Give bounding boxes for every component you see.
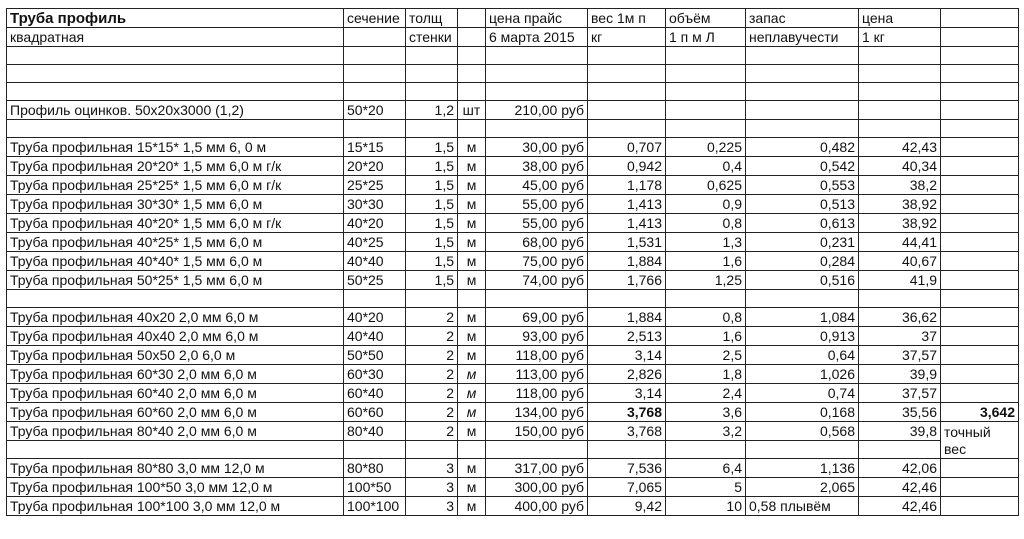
cell-name: Труба профильная 50*25* 1,5 мм 6,0 м: [7, 271, 344, 290]
cell-name: Труба профильная 20*20* 1,5 мм 6,0 м г/к: [7, 157, 344, 176]
cell-section: 40*20: [344, 308, 406, 327]
cell-buoyancy: 0,168: [746, 403, 859, 422]
cell-extra: [941, 346, 1019, 365]
cell-buoyancy: 0,553: [746, 176, 859, 195]
cell-extra: [941, 459, 1019, 478]
cell-price-per-kg: 38,92: [859, 214, 941, 233]
table-row: [7, 157, 1019, 176]
empty-cell: [406, 83, 458, 101]
cell-price-per-kg: 39,8: [859, 422, 941, 441]
header-cell-price-per-kg: цена: [859, 9, 941, 28]
cell-section: 30*30: [344, 195, 406, 214]
cell-buoyancy: 0,513: [746, 195, 859, 214]
cell-unit: м: [458, 271, 486, 290]
cell-unit: м: [458, 308, 486, 327]
cell-extra: [941, 252, 1019, 271]
cell-weight: 1,884: [588, 252, 666, 271]
empty-cell: [486, 83, 588, 101]
cell-extra: [941, 195, 1019, 214]
cell-buoyancy: [746, 101, 859, 120]
cell-volume: 0,8: [666, 308, 746, 327]
table-row: [7, 459, 1019, 478]
empty-cell: [941, 290, 1019, 308]
cell-price-per-kg: 40,34: [859, 157, 941, 176]
cell-weight: 0,707: [588, 138, 666, 157]
cell-price: 38,00 руб: [486, 157, 588, 176]
cell-name: Труба профильная 25*25* 1,5 мм 6,0 м г/к: [7, 176, 344, 195]
empty-cell: [458, 83, 486, 101]
cell-section: 100*50: [344, 478, 406, 497]
empty-cell: [859, 120, 941, 138]
cell-section: 20*20: [344, 157, 406, 176]
cell-weight: 7,065: [588, 478, 666, 497]
header-cell-volume: объём: [666, 9, 746, 28]
empty-cell: [344, 83, 406, 101]
cell-thickness: 1,5: [406, 271, 458, 290]
table-row: [7, 365, 1019, 384]
cell-buoyancy: 0,482: [746, 138, 859, 157]
cell-unit: м: [458, 214, 486, 233]
empty-cell: [666, 441, 746, 459]
cell-price: 118,00 руб: [486, 384, 588, 403]
cell-unit: м: [458, 459, 486, 478]
cell-name: Труба профильная 30*30* 1,5 мм 6,0 м: [7, 195, 344, 214]
cell-price-per-kg: 39,9: [859, 365, 941, 384]
cell-name: Труба профильная 50х50 2,0 6,0 м: [7, 346, 344, 365]
empty-cell: [941, 47, 1019, 65]
cell-section: 80*80: [344, 459, 406, 478]
empty-cell: [344, 290, 406, 308]
empty-cell: [746, 83, 859, 101]
header-row: [7, 28, 1019, 47]
cell-weight: 1,413: [588, 195, 666, 214]
table-row: [7, 214, 1019, 233]
cell-price: 55,00 руб: [486, 195, 588, 214]
empty-cell: [406, 65, 458, 83]
cell-price-per-kg: 38,92: [859, 195, 941, 214]
cell-section: 50*50: [344, 346, 406, 365]
empty-cell: [588, 47, 666, 65]
cell-name: Труба профильная 40*20* 1,5 мм 6,0 м г/к: [7, 214, 344, 233]
cell-unit: м: [458, 365, 486, 384]
cell-weight: 2,513: [588, 327, 666, 346]
empty-cell: [344, 47, 406, 65]
empty-cell: [458, 47, 486, 65]
cell-weight: 1,531: [588, 233, 666, 252]
cell-section: 40*40: [344, 327, 406, 346]
cell-volume: 1,3: [666, 233, 746, 252]
cell-volume: 3,2: [666, 422, 746, 441]
cell-price: 150,00 руб: [486, 422, 588, 441]
cell-price-per-kg: 42,46: [859, 478, 941, 497]
cell-price: 113,00 руб: [486, 365, 588, 384]
empty-cell: вес: [941, 441, 1019, 459]
cell-weight: [588, 101, 666, 120]
cell-section: 60*60: [344, 403, 406, 422]
empty-cell: [666, 290, 746, 308]
empty-cell: [588, 83, 666, 101]
cell-unit: м: [458, 478, 486, 497]
empty-cell: [406, 441, 458, 459]
cell-volume: 0,9: [666, 195, 746, 214]
header-cell-volume: 1 п м Л: [666, 28, 746, 47]
cell-price: 68,00 руб: [486, 233, 588, 252]
cell-section: 50*25: [344, 271, 406, 290]
cell-price: 118,00 руб: [486, 346, 588, 365]
empty-cell: [458, 65, 486, 83]
cell-thickness: 1,5: [406, 195, 458, 214]
cell-name: Труба профильная 40х20 2,0 мм 6,0 м: [7, 308, 344, 327]
table-row: [7, 346, 1019, 365]
cell-weight: 1,766: [588, 271, 666, 290]
empty-cell: [859, 47, 941, 65]
cell-volume: 0,8: [666, 214, 746, 233]
cell-extra: [941, 271, 1019, 290]
cell-extra: 3,642: [941, 403, 1019, 422]
cell-name: Труба профильная 60*40 2,0 мм 6,0 м: [7, 384, 344, 403]
cell-extra: [941, 157, 1019, 176]
header-cell-price: цена прайс: [486, 9, 588, 28]
cell-unit: м: [458, 176, 486, 195]
cell-weight: 3,768: [588, 403, 666, 422]
cell-price: 45,00 руб: [486, 176, 588, 195]
cell-price: 75,00 руб: [486, 252, 588, 271]
cell-buoyancy: 0,284: [746, 252, 859, 271]
header-row: [7, 9, 1019, 28]
empty-cell: [406, 47, 458, 65]
cell-price: 69,00 руб: [486, 308, 588, 327]
cell-weight: 3,768: [588, 422, 666, 441]
cell-buoyancy: 0,74: [746, 384, 859, 403]
cell-unit: м: [458, 327, 486, 346]
cell-volume: 5: [666, 478, 746, 497]
cell-name: Труба профильная 80*80 3,0 мм 12,0 м: [7, 459, 344, 478]
empty-cell: [486, 290, 588, 308]
cell-price: 210,00 руб: [486, 101, 588, 120]
cell-buoyancy: 0,913: [746, 327, 859, 346]
cell-price-per-kg: 44,41: [859, 233, 941, 252]
header-cell-buoyancy: неплавучести: [746, 28, 859, 47]
cell-thickness: 2: [406, 422, 458, 441]
cell-price-per-kg: 42,46: [859, 497, 941, 516]
cell-buoyancy: 0,231: [746, 233, 859, 252]
cell-weight: 1,884: [588, 308, 666, 327]
empty-cell: [7, 65, 344, 83]
cell-thickness: 2: [406, 327, 458, 346]
table-row: [7, 478, 1019, 497]
cell-section: 40*40: [344, 252, 406, 271]
cell-price-per-kg: 38,2: [859, 176, 941, 195]
cell-extra: [941, 101, 1019, 120]
table-row: [7, 403, 1019, 422]
cell-unit: м: [458, 384, 486, 403]
cell-weight: 0,942: [588, 157, 666, 176]
cell-weight: 7,536: [588, 459, 666, 478]
cell-extra: [941, 308, 1019, 327]
cell-thickness: 1,5: [406, 138, 458, 157]
empty-cell: [486, 65, 588, 83]
table-row: [7, 422, 1019, 441]
empty-cell: [7, 83, 344, 101]
cell-name: Труба профильная 100*100 3,0 мм 12,0 м: [7, 497, 344, 516]
cell-volume: 6,4: [666, 459, 746, 478]
table-row: [7, 195, 1019, 214]
price-table: [6, 8, 1019, 516]
empty-cell: [486, 441, 588, 459]
cell-extra: [941, 233, 1019, 252]
empty-row: [7, 65, 1019, 83]
empty-cell: [588, 290, 666, 308]
cell-unit: м: [458, 157, 486, 176]
cell-volume: [666, 101, 746, 120]
cell-weight: 1,178: [588, 176, 666, 195]
empty-cell: [486, 120, 588, 138]
header-cell-name: квадратная: [7, 28, 344, 47]
empty-cell: [746, 290, 859, 308]
table-row: [7, 101, 1019, 120]
cell-thickness: 3: [406, 497, 458, 516]
cell-buoyancy: 2,065: [746, 478, 859, 497]
cell-price-per-kg: 40,67: [859, 252, 941, 271]
empty-cell: [666, 65, 746, 83]
header-cell-buoyancy: запас: [746, 9, 859, 28]
cell-thickness: 2: [406, 308, 458, 327]
empty-cell: [458, 120, 486, 138]
header-cell-unit: [458, 28, 486, 47]
cell-section: 60*30: [344, 365, 406, 384]
cell-thickness: 3: [406, 459, 458, 478]
cell-section: 50*20: [344, 101, 406, 120]
cell-extra: [941, 138, 1019, 157]
cell-extra: [941, 214, 1019, 233]
empty-row: [7, 441, 1019, 459]
empty-cell: [746, 120, 859, 138]
cell-volume: 0,4: [666, 157, 746, 176]
cell-price: 55,00 руб: [486, 214, 588, 233]
cell-volume: 2,5: [666, 346, 746, 365]
empty-cell: [941, 65, 1019, 83]
cell-price-per-kg: [859, 101, 941, 120]
cell-price: 93,00 руб: [486, 327, 588, 346]
empty-cell: [7, 120, 344, 138]
cell-buoyancy: 1,084: [746, 308, 859, 327]
cell-volume: 0,225: [666, 138, 746, 157]
cell-volume: 2,4: [666, 384, 746, 403]
table-row: [7, 327, 1019, 346]
header-cell-thickness: стенки: [406, 28, 458, 47]
empty-cell: [344, 441, 406, 459]
empty-cell: [941, 120, 1019, 138]
cell-unit: м: [458, 195, 486, 214]
cell-price: 30,00 руб: [486, 138, 588, 157]
cell-name: Труба профильная 15*15* 1,5 мм 6, 0 м: [7, 138, 344, 157]
cell-buoyancy: 1,026: [746, 365, 859, 384]
empty-row: [7, 47, 1019, 65]
cell-volume: 0,625: [666, 176, 746, 195]
empty-row: [7, 83, 1019, 101]
cell-thickness: 2: [406, 403, 458, 422]
cell-thickness: 1,2: [406, 101, 458, 120]
cell-section: 80*40: [344, 422, 406, 441]
cell-buoyancy: 0,542: [746, 157, 859, 176]
empty-cell: [746, 441, 859, 459]
header-cell-name: Труба профиль: [7, 9, 344, 28]
cell-unit: м: [458, 346, 486, 365]
empty-cell: [406, 120, 458, 138]
cell-price: 74,00 руб: [486, 271, 588, 290]
empty-cell: [666, 47, 746, 65]
cell-price-per-kg: 37: [859, 327, 941, 346]
cell-volume: 1,6: [666, 327, 746, 346]
cell-buoyancy: 0,58 плывём: [746, 497, 859, 516]
header-cell-weight: вес 1м п: [588, 9, 666, 28]
cell-extra: [941, 365, 1019, 384]
cell-weight: 1,413: [588, 214, 666, 233]
table-row: [7, 271, 1019, 290]
cell-unit: шт: [458, 101, 486, 120]
header-cell-thickness: толщ: [406, 9, 458, 28]
cell-buoyancy: 0,516: [746, 271, 859, 290]
cell-unit: м: [458, 252, 486, 271]
cell-name: Труба профильная 40х40 2,0 мм 6,0 м: [7, 327, 344, 346]
empty-cell: [406, 290, 458, 308]
cell-thickness: 2: [406, 365, 458, 384]
cell-price: 300,00 руб: [486, 478, 588, 497]
empty-cell: [746, 47, 859, 65]
cell-price: 317,00 руб: [486, 459, 588, 478]
cell-name: Труба профильная 60*60 2,0 мм 6,0 м: [7, 403, 344, 422]
cell-extra: [941, 478, 1019, 497]
empty-cell: [7, 290, 344, 308]
empty-row: [7, 120, 1019, 138]
empty-cell: [746, 65, 859, 83]
cell-price: 134,00 руб: [486, 403, 588, 422]
empty-cell: [588, 65, 666, 83]
cell-thickness: 1,5: [406, 157, 458, 176]
cell-price: 400,00 руб: [486, 497, 588, 516]
cell-name: Труба профильная 80*40 2,0 мм 6,0 м: [7, 422, 344, 441]
cell-weight: 3,14: [588, 346, 666, 365]
cell-buoyancy: 0,568: [746, 422, 859, 441]
cell-volume: 1,25: [666, 271, 746, 290]
cell-thickness: 1,5: [406, 176, 458, 195]
cell-extra: [941, 497, 1019, 516]
header-cell-price-per-kg: 1 кг: [859, 28, 941, 47]
cell-unit: м: [458, 403, 486, 422]
cell-name: Труба профильная 60*30 2,0 мм 6,0 м: [7, 365, 344, 384]
cell-section: 100*100: [344, 497, 406, 516]
empty-cell: [458, 441, 486, 459]
cell-volume: 1,8: [666, 365, 746, 384]
cell-thickness: 2: [406, 346, 458, 365]
cell-weight: 9,42: [588, 497, 666, 516]
cell-unit: м: [458, 497, 486, 516]
header-cell-price: 6 марта 2015: [486, 28, 588, 47]
empty-cell: [859, 65, 941, 83]
empty-cell: [941, 83, 1019, 101]
cell-price-per-kg: 36,62: [859, 308, 941, 327]
cell-weight: 3,14: [588, 384, 666, 403]
cell-thickness: 1,5: [406, 252, 458, 271]
cell-name: Профиль оцинков. 50х20х3000 (1,2): [7, 101, 344, 120]
cell-price-per-kg: 42,06: [859, 459, 941, 478]
empty-cell: [588, 120, 666, 138]
empty-row: [7, 290, 1019, 308]
cell-weight: 2,826: [588, 365, 666, 384]
cell-volume: 1,6: [666, 252, 746, 271]
empty-cell: [859, 441, 941, 459]
empty-cell: [7, 441, 344, 459]
cell-thickness: 3: [406, 478, 458, 497]
empty-cell: [458, 290, 486, 308]
cell-thickness: 2: [406, 384, 458, 403]
cell-section: 25*25: [344, 176, 406, 195]
cell-section: 40*20: [344, 214, 406, 233]
cell-buoyancy: 0,613: [746, 214, 859, 233]
cell-section: 60*40: [344, 384, 406, 403]
table-row: [7, 252, 1019, 271]
table-row: [7, 138, 1019, 157]
cell-thickness: 1,5: [406, 233, 458, 252]
cell-volume: 3,6: [666, 403, 746, 422]
cell-thickness: 1,5: [406, 214, 458, 233]
header-cell-section: [344, 28, 406, 47]
header-cell-weight: кг: [588, 28, 666, 47]
cell-volume: 10: [666, 497, 746, 516]
cell-section: 40*25: [344, 233, 406, 252]
header-cell-unit: [458, 9, 486, 28]
cell-extra: [941, 327, 1019, 346]
cell-price-per-kg: 35,56: [859, 403, 941, 422]
cell-name: Труба профильная 40*40* 1,5 мм 6,0 м: [7, 252, 344, 271]
cell-price-per-kg: 37,57: [859, 346, 941, 365]
table-row: [7, 176, 1019, 195]
cell-extra: [941, 176, 1019, 195]
empty-cell: [344, 120, 406, 138]
cell-unit: м: [458, 233, 486, 252]
cell-buoyancy: 0,64: [746, 346, 859, 365]
empty-cell: [859, 83, 941, 101]
cell-buoyancy: 1,136: [746, 459, 859, 478]
table-row: [7, 497, 1019, 516]
empty-cell: [666, 83, 746, 101]
empty-cell: [344, 65, 406, 83]
cell-extra: [941, 384, 1019, 403]
header-cell-extra: [941, 28, 1019, 47]
cell-price-per-kg: 37,57: [859, 384, 941, 403]
table-row: [7, 384, 1019, 403]
table-row: [7, 308, 1019, 327]
header-cell-extra: [941, 9, 1019, 28]
cell-price-per-kg: 42,43: [859, 138, 941, 157]
cell-unit: м: [458, 138, 486, 157]
cell-name: Труба профильная 100*50 3,0 мм 12,0 м: [7, 478, 344, 497]
empty-cell: [7, 47, 344, 65]
empty-cell: [859, 290, 941, 308]
empty-cell: [486, 47, 588, 65]
table-row: [7, 233, 1019, 252]
cell-name: Труба профильная 40*25* 1,5 мм 6,0 м: [7, 233, 344, 252]
cell-price-per-kg: 41,9: [859, 271, 941, 290]
empty-cell: [666, 120, 746, 138]
empty-cell: [588, 441, 666, 459]
header-cell-section: сечение: [344, 9, 406, 28]
cell-section: 15*15: [344, 138, 406, 157]
cell-extra: точный: [941, 422, 1019, 441]
cell-unit: м: [458, 422, 486, 441]
